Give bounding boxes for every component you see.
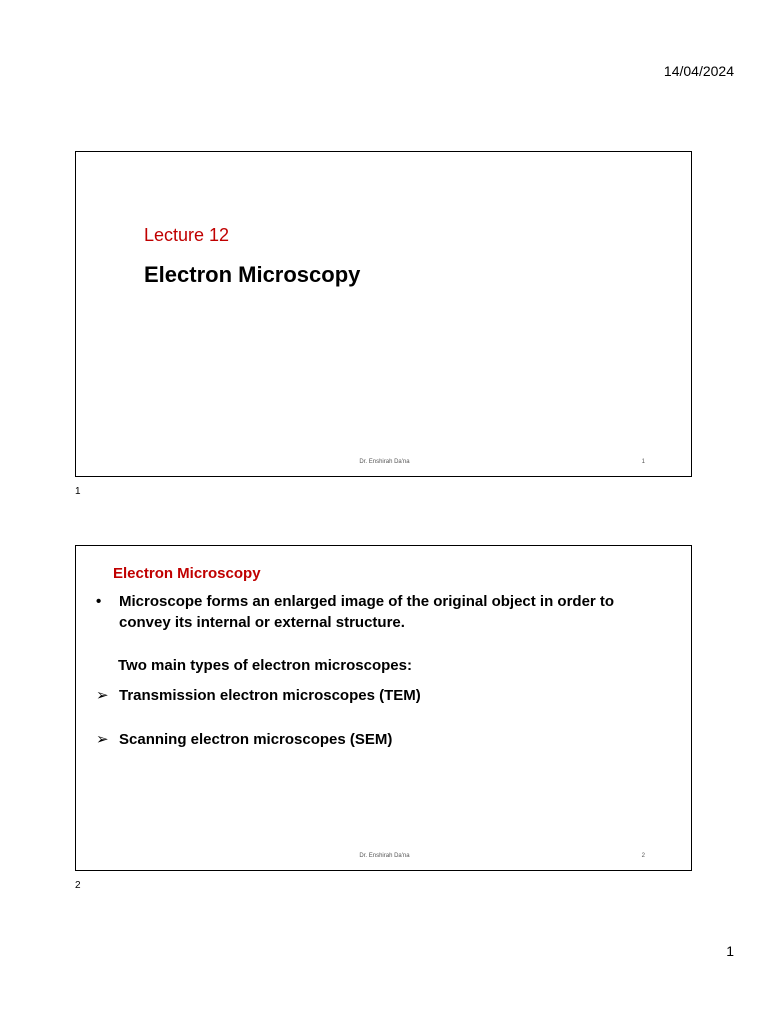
slide-1 xyxy=(75,151,692,477)
arrow-bullet-icon: ➢ xyxy=(96,687,109,704)
slide-heading: Electron Microscopy xyxy=(113,565,261,582)
slide-footer-number: 1 xyxy=(641,459,645,465)
arrow-bullet-icon: ➢ xyxy=(96,731,109,748)
slide-footer-author: Dr. Enshirah Da'na xyxy=(359,459,410,465)
list-item-tem xyxy=(96,686,421,704)
bullet-icon: • xyxy=(96,593,102,610)
list-item-text: Transmission electron microscopes (TEM) xyxy=(119,687,421,704)
list-item-sem xyxy=(96,730,392,748)
bullet-text: Microscope forms an enlarged image of the original object in order to convey its internal or external structure. xyxy=(119,593,615,631)
page-date: 14/04/2024 xyxy=(663,63,734,79)
list-item-text: Scanning electron microscopes (SEM) xyxy=(119,731,393,748)
slide-2 xyxy=(75,545,692,871)
slide-label-1: 1 xyxy=(75,486,81,497)
types-intro: Two main types of electron microscopes: xyxy=(118,657,412,674)
slide-footer-author: Dr. Enshirah Da'na xyxy=(359,853,410,859)
slide-label-2: 2 xyxy=(75,880,81,891)
lecture-number: Lecture 12 xyxy=(144,225,230,245)
slide-footer-number: 2 xyxy=(641,853,645,859)
page-number: 1 xyxy=(726,943,734,959)
slide-title: Electron Microscopy xyxy=(144,262,361,287)
bullet-point xyxy=(96,591,656,633)
